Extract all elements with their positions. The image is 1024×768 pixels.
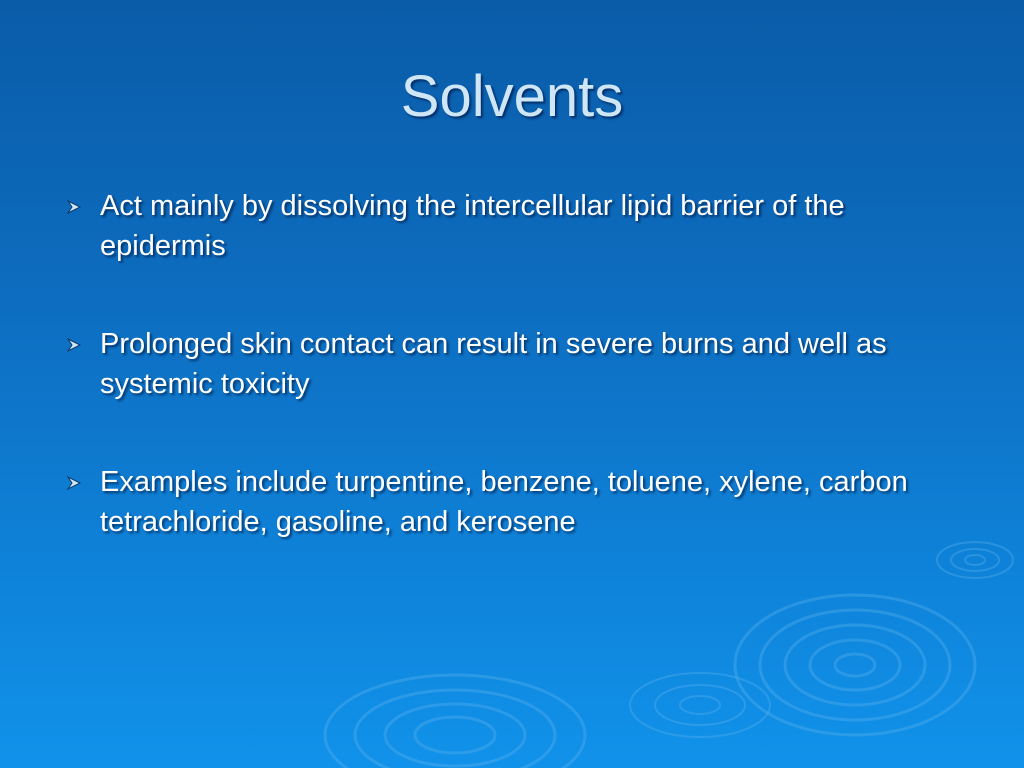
bullet-text: Examples include turpentine, benzene, toluene, xylene, carbon tetrachloride, gasoline, and kerosene <box>100 466 908 538</box>
bullet-text: Prolonged skin contact can result in severe burns and well as systemic toxicity <box>100 328 887 400</box>
bullet-item <box>60 324 960 404</box>
arrow-bullet-icon <box>66 200 82 214</box>
slide-title: Solvents <box>400 64 624 129</box>
arrow-bullet-icon <box>66 338 82 352</box>
bullet-item <box>60 462 960 542</box>
bullet-item <box>60 186 960 266</box>
arrow-bullet-icon <box>66 476 82 490</box>
bullet-list <box>60 186 960 600</box>
bullet-text: Act mainly by dissolving the intercellular lipid barrier of the epidermis <box>100 190 845 262</box>
